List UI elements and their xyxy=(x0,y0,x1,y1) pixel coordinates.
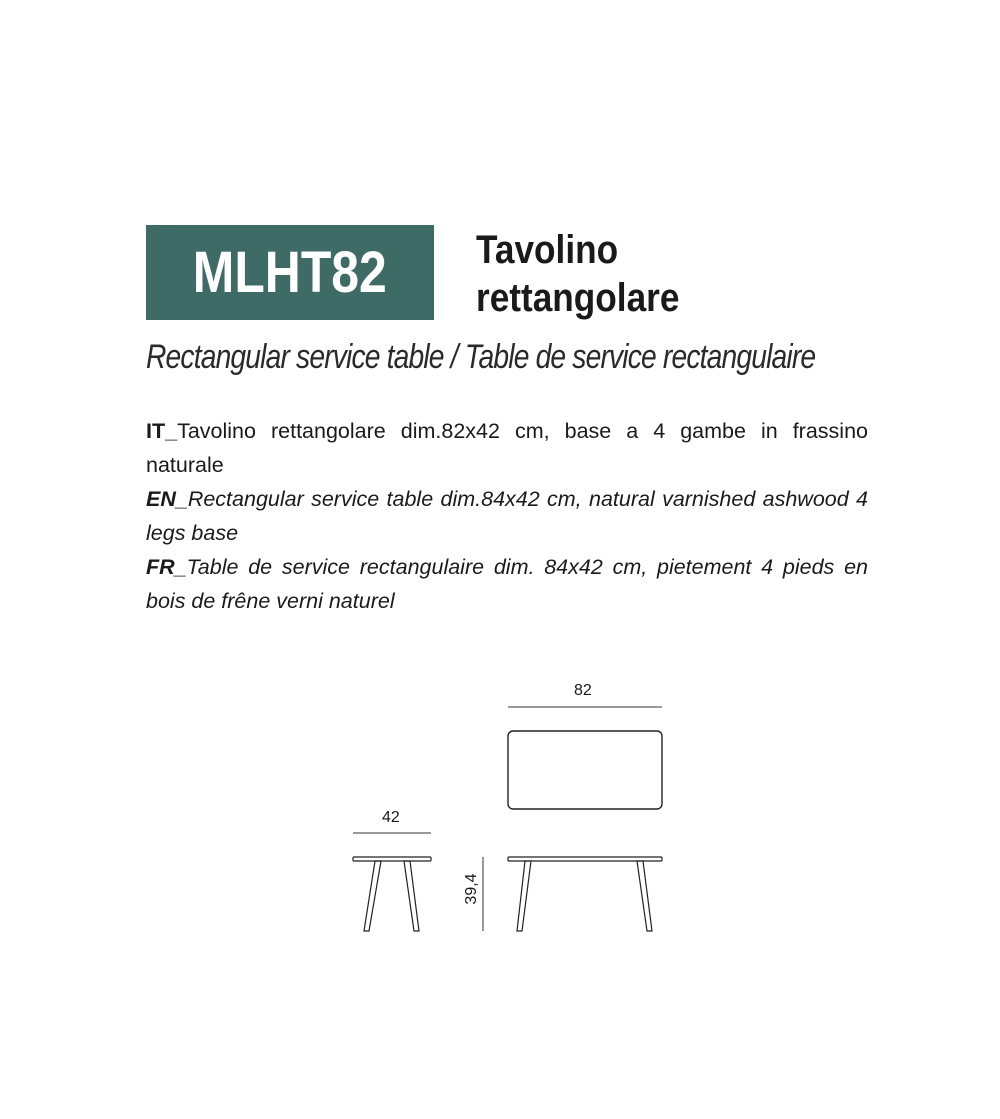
height-dimension-label: 39,4 xyxy=(463,873,480,905)
product-code: MLHT82 xyxy=(192,240,387,305)
depth-dimension-label: 42 xyxy=(382,809,400,826)
table-side-view-narrow xyxy=(353,857,431,931)
product-subtitle: Rectangular service table / Table de service rectangulaire xyxy=(146,338,816,376)
table-front-view xyxy=(508,857,662,931)
description-it-text: Tavolino rettangolare dim.82x42 cm, base a 4 gambe in frassino naturale xyxy=(146,419,868,477)
lang-prefix-it: IT_ xyxy=(146,419,178,443)
description-en-text: Rectangular service table dim.84x42 cm, natural varnished ashwood 4 legs base xyxy=(146,487,868,545)
title-line-1: Tavolino xyxy=(476,228,619,272)
description-fr-text: Table de service rectangulaire dim. 84x42 cm, pietement 4 pieds en bois de frêne verni naturel xyxy=(146,555,868,613)
lang-prefix-fr: FR_ xyxy=(146,555,187,579)
table-top-view xyxy=(508,731,662,809)
lang-prefix-en: EN_ xyxy=(146,487,188,511)
title-line-2: rettangolare xyxy=(476,276,680,320)
length-dimension-label: 82 xyxy=(574,682,592,699)
